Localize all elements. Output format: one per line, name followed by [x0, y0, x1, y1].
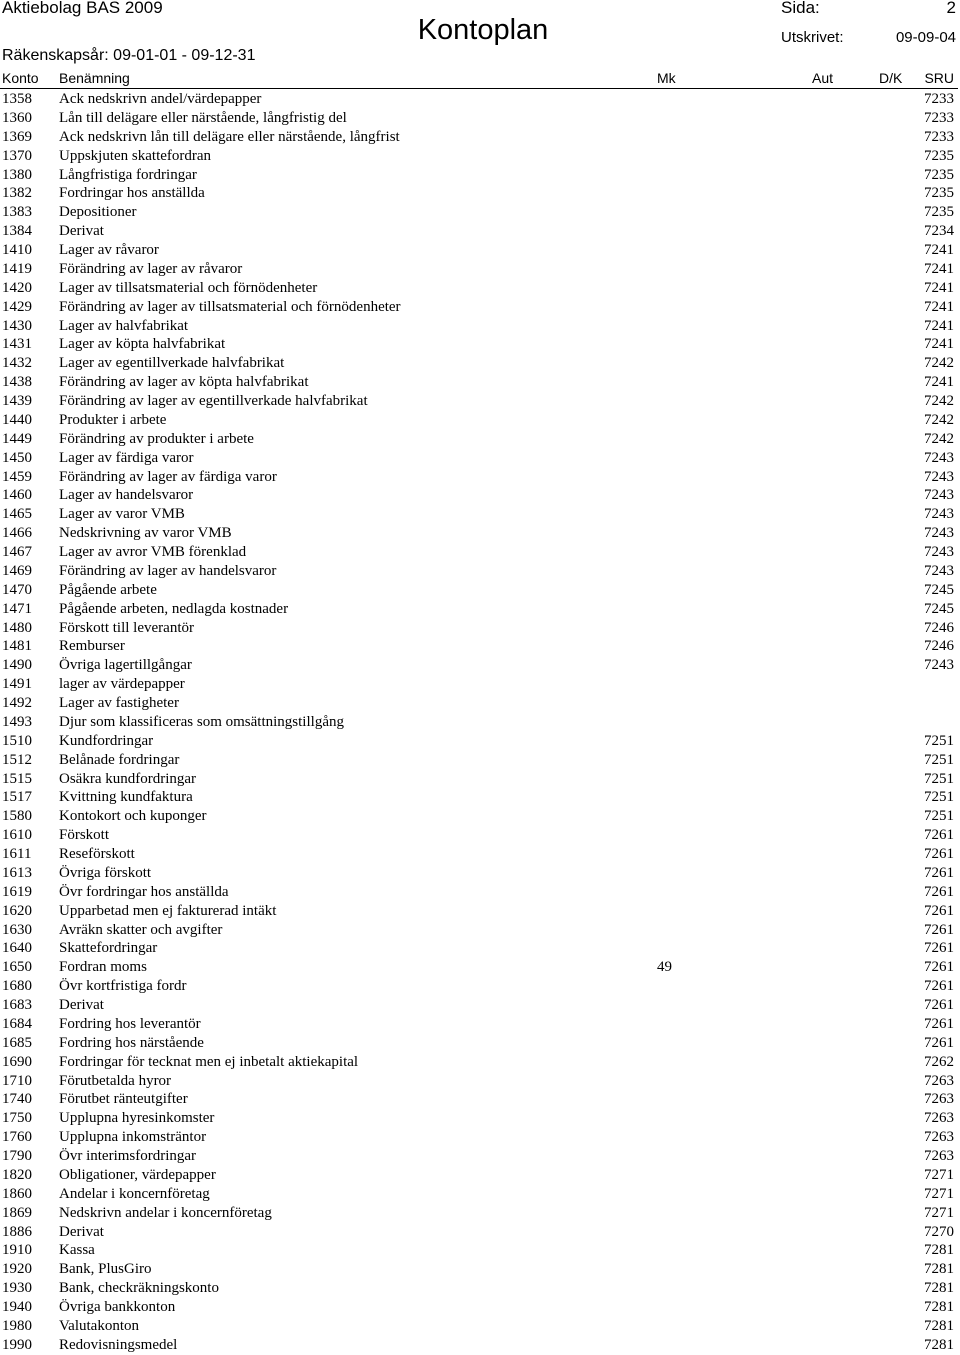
- account-name: Belånade fordringar: [59, 751, 180, 768]
- header-divider: [0, 88, 958, 89]
- page-number: 2: [946, 0, 956, 17]
- account-number: 1383: [2, 204, 32, 221]
- account-number: 1419: [2, 260, 32, 277]
- account-number: 1611: [2, 846, 32, 862]
- account-row: [0, 203, 960, 222]
- account-sru: 7243: [924, 449, 954, 466]
- account-name: Obligationer, värdepapper: [59, 1166, 216, 1183]
- account-row: [0, 1204, 960, 1223]
- account-sru: 7241: [924, 336, 954, 353]
- account-row: [0, 430, 960, 449]
- account-number: 1930: [2, 1280, 32, 1297]
- account-name: Lager av avror VMB förenklad: [59, 544, 247, 560]
- account-row: [0, 222, 960, 241]
- account-row: [0, 449, 960, 468]
- account-row: [0, 354, 960, 373]
- account-sru: 7235: [924, 204, 954, 221]
- account-name: Förändring av lager av råvaror: [59, 260, 243, 277]
- account-sru: 7261: [924, 921, 954, 938]
- account-name: Skattefordringar: [59, 940, 158, 957]
- account-row: [0, 184, 960, 203]
- account-sru: 7243: [924, 468, 954, 485]
- account-sru: 7234: [924, 223, 954, 240]
- account-number: 1940: [2, 1299, 32, 1315]
- account-name: Fordran moms: [59, 959, 147, 976]
- account-row: [0, 788, 960, 807]
- account-name: Övriga förskott: [59, 864, 152, 881]
- account-sru: 7261: [924, 902, 954, 919]
- account-row: [0, 1034, 960, 1053]
- account-name: Förändring av lager av handelsvaror: [59, 562, 277, 579]
- account-row: [0, 392, 960, 411]
- printed-label: Utskrivet:: [781, 29, 844, 46]
- account-sru: 7270: [924, 1223, 954, 1240]
- account-sru: 7246: [924, 619, 954, 636]
- account-row: [0, 1090, 960, 1109]
- account-name: Andelar i koncernföretag: [59, 1185, 210, 1202]
- account-number: 1512: [2, 751, 32, 768]
- account-number: 1630: [2, 921, 32, 938]
- account-sru: 7251: [924, 770, 954, 787]
- account-row: [0, 694, 960, 713]
- account-name: Uppskjuten skattefordran: [59, 147, 212, 164]
- account-row: [0, 260, 960, 279]
- column-header-dk: D/K: [879, 70, 903, 86]
- account-name: Kvittning kundfaktura: [59, 789, 193, 806]
- account-name: Förändring av lager av tillsatsmaterial och förnödenheter: [59, 298, 401, 315]
- account-number: 1515: [2, 770, 32, 787]
- account-name: Kontokort och kuponger: [59, 808, 207, 825]
- account-name: Ack nedskrivn andel/värdepapper: [59, 91, 262, 107]
- account-sru: 7243: [924, 544, 954, 560]
- account-sru: 7271: [924, 1204, 954, 1221]
- account-name: Depositioner: [59, 204, 137, 221]
- account-row: [0, 977, 960, 996]
- account-name: Lån till delägare eller närstående, långfristig del: [59, 109, 347, 126]
- account-sru: 7241: [924, 317, 954, 334]
- account-sru: 7246: [924, 638, 954, 655]
- account-sru: 7271: [924, 1185, 954, 1202]
- account-sru: 7251: [924, 732, 954, 749]
- account-row: [0, 845, 960, 864]
- account-row: [0, 996, 960, 1015]
- account-name: Lager av varor VMB: [59, 506, 185, 523]
- account-number: 1517: [2, 789, 32, 806]
- account-row: [0, 411, 960, 430]
- account-name: lager av värdepapper: [59, 676, 185, 693]
- account-sru: 7241: [924, 374, 954, 391]
- account-sru: 7281: [924, 1280, 954, 1297]
- account-name: Lager av färdiga varor: [59, 449, 194, 466]
- account-row: [0, 581, 960, 600]
- account-sru: 7243: [924, 525, 954, 542]
- account-name: Förändring av produkter i arbete: [59, 430, 254, 447]
- account-name: Kundfordringar: [59, 732, 154, 749]
- account-name: Lager av fastigheter: [59, 695, 179, 711]
- account-sru: 7243: [924, 562, 954, 579]
- account-number: 1650: [2, 959, 32, 976]
- account-number: 1420: [2, 279, 32, 296]
- account-sru: 7245: [924, 600, 954, 617]
- account-name: Upplupna inkomsträntor: [59, 1129, 207, 1146]
- account-sru: 7263: [924, 1072, 954, 1089]
- account-row: [0, 335, 960, 354]
- account-number: 1610: [2, 827, 32, 844]
- column-header-row: [0, 68, 960, 87]
- account-number: 1690: [2, 1053, 32, 1070]
- account-name: Djur som klassificeras som omsättningstillgång: [59, 713, 344, 730]
- account-name: Lager av halvfabrikat: [59, 317, 189, 334]
- account-number: 1465: [2, 506, 32, 523]
- account-number: 1869: [2, 1204, 32, 1221]
- account-name: Lager av köpta halvfabrikat: [59, 336, 226, 353]
- account-number: 1750: [2, 1110, 32, 1127]
- account-sru: 7242: [924, 355, 954, 372]
- account-number: 1432: [2, 355, 32, 372]
- account-row: [0, 939, 960, 958]
- account-mk: 49: [657, 959, 672, 976]
- account-row: [0, 298, 960, 317]
- account-number: 1710: [2, 1072, 32, 1089]
- account-name: Produkter i arbete: [59, 411, 167, 428]
- account-row: [0, 1166, 960, 1185]
- account-sru: 7261: [924, 864, 954, 881]
- account-row: [0, 958, 960, 977]
- account-name: Fordring hos närstående: [59, 1034, 204, 1051]
- account-number: 1369: [2, 128, 32, 145]
- account-row: [0, 864, 960, 883]
- account-sru: 7251: [924, 751, 954, 768]
- account-number: 1439: [2, 393, 32, 409]
- account-row: [0, 656, 960, 675]
- account-number: 1491: [2, 676, 32, 693]
- account-sru: 7261: [924, 846, 954, 862]
- account-sru: 7242: [924, 430, 954, 447]
- account-number: 1358: [2, 91, 32, 107]
- account-name: Derivat: [59, 223, 104, 240]
- account-number: 1920: [2, 1261, 32, 1278]
- account-number: 1481: [2, 638, 32, 655]
- column-header-sru: SRU: [924, 70, 954, 86]
- account-sru: 7233: [924, 91, 954, 107]
- account-number: 1493: [2, 713, 32, 730]
- page-label: Sida:: [781, 0, 820, 17]
- account-row: [0, 543, 960, 562]
- account-row: [0, 317, 960, 336]
- account-sru: 7233: [924, 128, 954, 145]
- account-name: Reseförskott: [59, 846, 135, 862]
- account-number: 1430: [2, 317, 32, 334]
- account-sru: 7261: [924, 959, 954, 976]
- account-number: 1466: [2, 525, 32, 542]
- account-name: Lager av tillsatsmaterial och förnödenheter: [59, 279, 318, 296]
- account-row: [0, 713, 960, 732]
- account-row: [0, 1336, 960, 1355]
- account-number: 1440: [2, 411, 32, 428]
- account-number: 1429: [2, 298, 32, 315]
- account-name: Lager av handelsvaror: [59, 487, 194, 504]
- account-sru: 7271: [924, 1166, 954, 1183]
- account-sru: 7281: [924, 1261, 954, 1278]
- account-number: 1685: [2, 1034, 32, 1051]
- account-name: Redovisningsmedel: [59, 1336, 178, 1353]
- account-row: [0, 109, 960, 128]
- account-number: 1450: [2, 449, 32, 466]
- account-name: Kassa: [59, 1242, 95, 1259]
- account-number: 1683: [2, 997, 32, 1013]
- account-row: [0, 90, 960, 109]
- account-row: [0, 1223, 960, 1242]
- account-name: Övr fordringar hos anställda: [59, 883, 229, 900]
- column-header-aut: Aut: [812, 70, 834, 86]
- account-name: Långfristiga fordringar: [59, 166, 197, 183]
- account-sru: 7261: [924, 940, 954, 957]
- account-sru: 7243: [924, 506, 954, 523]
- account-name: Nedskrivning av varor VMB: [59, 525, 232, 542]
- account-number: 1410: [2, 242, 32, 258]
- account-sru: 7261: [924, 883, 954, 900]
- account-sru: 7281: [924, 1242, 954, 1259]
- account-sru: 7245: [924, 581, 954, 598]
- column-header-name: Benämning: [59, 70, 130, 86]
- account-row: [0, 1015, 960, 1034]
- account-row: [0, 732, 960, 751]
- account-number: 1384: [2, 223, 32, 240]
- account-name: Övr interimsfordringar: [59, 1148, 197, 1164]
- account-sru: 7261: [924, 978, 954, 995]
- account-row: [0, 279, 960, 298]
- account-number: 1510: [2, 732, 32, 749]
- account-name: Valutakonton: [59, 1317, 139, 1334]
- account-sru: 7251: [924, 808, 954, 825]
- account-sru: 7235: [924, 166, 954, 183]
- account-number: 1470: [2, 581, 32, 598]
- account-number: 1460: [2, 487, 32, 504]
- account-name: Derivat: [59, 997, 104, 1013]
- account-sru: 7261: [924, 1034, 954, 1051]
- account-name: Förutbetalda hyror: [59, 1072, 172, 1089]
- account-sru: 7251: [924, 789, 954, 806]
- account-sru: 7243: [924, 657, 954, 674]
- account-sru: 7235: [924, 147, 954, 164]
- printed-date: 09-09-04: [895, 29, 956, 46]
- account-row: [0, 1147, 960, 1166]
- account-number: 1580: [2, 808, 32, 825]
- account-number: 1471: [2, 600, 32, 617]
- account-row: [0, 505, 960, 524]
- account-number: 1684: [2, 1015, 32, 1032]
- account-number: 1760: [2, 1129, 32, 1146]
- account-row: [0, 675, 960, 694]
- account-row: [0, 1241, 960, 1260]
- account-row: [0, 902, 960, 921]
- account-name: Pågående arbeten, nedlagda kostnader: [59, 600, 289, 617]
- column-header-mk: Mk: [657, 70, 676, 86]
- account-row: [0, 1072, 960, 1091]
- account-row: [0, 619, 960, 638]
- account-name: Bank, checkräkningskonto: [59, 1280, 219, 1297]
- account-row: [0, 373, 960, 392]
- company-name: Aktiebolag BAS 2009: [2, 0, 163, 17]
- account-name: Övriga bankkonton: [59, 1299, 176, 1315]
- page-title: Kontoplan: [417, 14, 549, 46]
- account-name: Fordringar hos anställda: [59, 185, 205, 202]
- account-number: 1860: [2, 1185, 32, 1202]
- account-name: Förändring av lager av köpta halvfabrikat: [59, 374, 309, 391]
- account-number: 1469: [2, 562, 32, 579]
- account-name: Bank, PlusGiro: [59, 1261, 152, 1278]
- account-row: [0, 524, 960, 543]
- account-sru: 7235: [924, 185, 954, 202]
- account-number: 1449: [2, 430, 32, 447]
- account-number: 1620: [2, 902, 32, 919]
- account-row: [0, 128, 960, 147]
- account-name: Förskott till leverantör: [59, 619, 194, 636]
- fiscal-year: Räkenskapsår: 09-01-01 - 09-12-31: [2, 47, 256, 64]
- account-sru: 7261: [924, 1015, 954, 1032]
- account-row: [0, 1053, 960, 1072]
- account-name: Nedskrivn andelar i koncernföretag: [59, 1204, 272, 1221]
- account-number: 1886: [2, 1223, 32, 1240]
- account-number: 1980: [2, 1317, 32, 1334]
- account-sru: 7261: [924, 827, 954, 844]
- account-number: 1380: [2, 166, 32, 183]
- account-name: Upplupna hyresinkomster: [59, 1110, 215, 1127]
- account-sru: 7241: [924, 298, 954, 315]
- account-sru: 7241: [924, 242, 954, 258]
- account-row: [0, 1128, 960, 1147]
- account-sru: 7263: [924, 1148, 954, 1164]
- account-sru: 7241: [924, 260, 954, 277]
- account-name: Upparbetad men ej fakturerad intäkt: [59, 902, 277, 919]
- account-number: 1490: [2, 657, 32, 674]
- account-number: 1360: [2, 109, 32, 126]
- account-row: [0, 166, 960, 185]
- account-name: Osäkra kundfordringar: [59, 770, 197, 787]
- account-row: [0, 1109, 960, 1128]
- account-number: 1910: [2, 1242, 32, 1259]
- account-sru: 7263: [924, 1110, 954, 1127]
- account-number: 1680: [2, 978, 32, 995]
- account-sru: 7233: [924, 109, 954, 126]
- account-row: [0, 600, 960, 619]
- account-name: Förutbet ränteutgifter: [59, 1091, 188, 1108]
- account-number: 1990: [2, 1336, 32, 1353]
- account-number: 1613: [2, 864, 32, 881]
- account-sru: 7281: [924, 1299, 954, 1315]
- account-name: Fordringar för tecknat men ej inbetalt aktiekapital: [59, 1053, 359, 1070]
- account-number: 1619: [2, 883, 32, 900]
- account-row: [0, 1317, 960, 1336]
- account-name: Övriga lagertillgångar: [59, 657, 192, 674]
- account-row: [0, 751, 960, 770]
- account-name: Pågående arbete: [59, 581, 157, 598]
- account-row: [0, 468, 960, 487]
- account-row: [0, 1260, 960, 1279]
- account-row: [0, 1185, 960, 1204]
- account-number: 1431: [2, 336, 32, 353]
- account-name: Derivat: [59, 1223, 104, 1240]
- account-row: [0, 1279, 960, 1298]
- account-sru: 7242: [924, 411, 954, 428]
- account-row: [0, 1298, 960, 1317]
- account-name: Lager av egentillverkade halvfabrikat: [59, 355, 285, 372]
- account-row: [0, 921, 960, 940]
- account-number: 1438: [2, 374, 32, 391]
- account-row: [0, 883, 960, 902]
- account-sru: 7243: [924, 487, 954, 504]
- account-number: 1480: [2, 619, 32, 636]
- account-sru: 7242: [924, 393, 954, 409]
- account-sru: 7263: [924, 1129, 954, 1146]
- account-sru: 7241: [924, 279, 954, 296]
- account-number: 1459: [2, 468, 32, 485]
- account-sru: 7261: [924, 997, 954, 1013]
- account-number: 1820: [2, 1166, 32, 1183]
- account-row: [0, 562, 960, 581]
- column-header-konto: Konto: [2, 70, 39, 86]
- account-number: 1467: [2, 544, 32, 560]
- account-sru: 7281: [924, 1317, 954, 1334]
- account-row: [0, 241, 960, 260]
- account-name: Förskott: [59, 827, 110, 844]
- account-row: [0, 807, 960, 826]
- account-name: Förändring av lager av färdiga varor: [59, 468, 277, 485]
- account-number: 1370: [2, 147, 32, 164]
- account-number: 1640: [2, 940, 32, 957]
- account-name: Avräkn skatter och avgifter: [59, 921, 223, 938]
- account-name: Ack nedskrivn lån till delägare eller närstående, långfrist: [59, 128, 400, 145]
- account-list: [0, 90, 960, 1355]
- account-number: 1790: [2, 1148, 32, 1164]
- account-name: Fordring hos leverantör: [59, 1015, 201, 1032]
- account-sru: 7262: [924, 1053, 954, 1070]
- account-row: [0, 486, 960, 505]
- account-row: [0, 826, 960, 845]
- account-row: [0, 147, 960, 166]
- account-row: [0, 770, 960, 789]
- account-name: Lager av råvaror: [59, 242, 159, 258]
- account-name: Remburser: [59, 638, 125, 655]
- account-row: [0, 637, 960, 656]
- account-sru: 7281: [924, 1336, 954, 1353]
- account-name: Förändring av lager av egentillverkade halvfabrikat: [59, 393, 368, 409]
- account-number: 1740: [2, 1091, 32, 1108]
- account-name: Övr kortfristiga fordr: [59, 978, 187, 995]
- account-sru: 7263: [924, 1091, 954, 1108]
- account-number: 1492: [2, 695, 32, 711]
- account-number: 1382: [2, 185, 32, 202]
